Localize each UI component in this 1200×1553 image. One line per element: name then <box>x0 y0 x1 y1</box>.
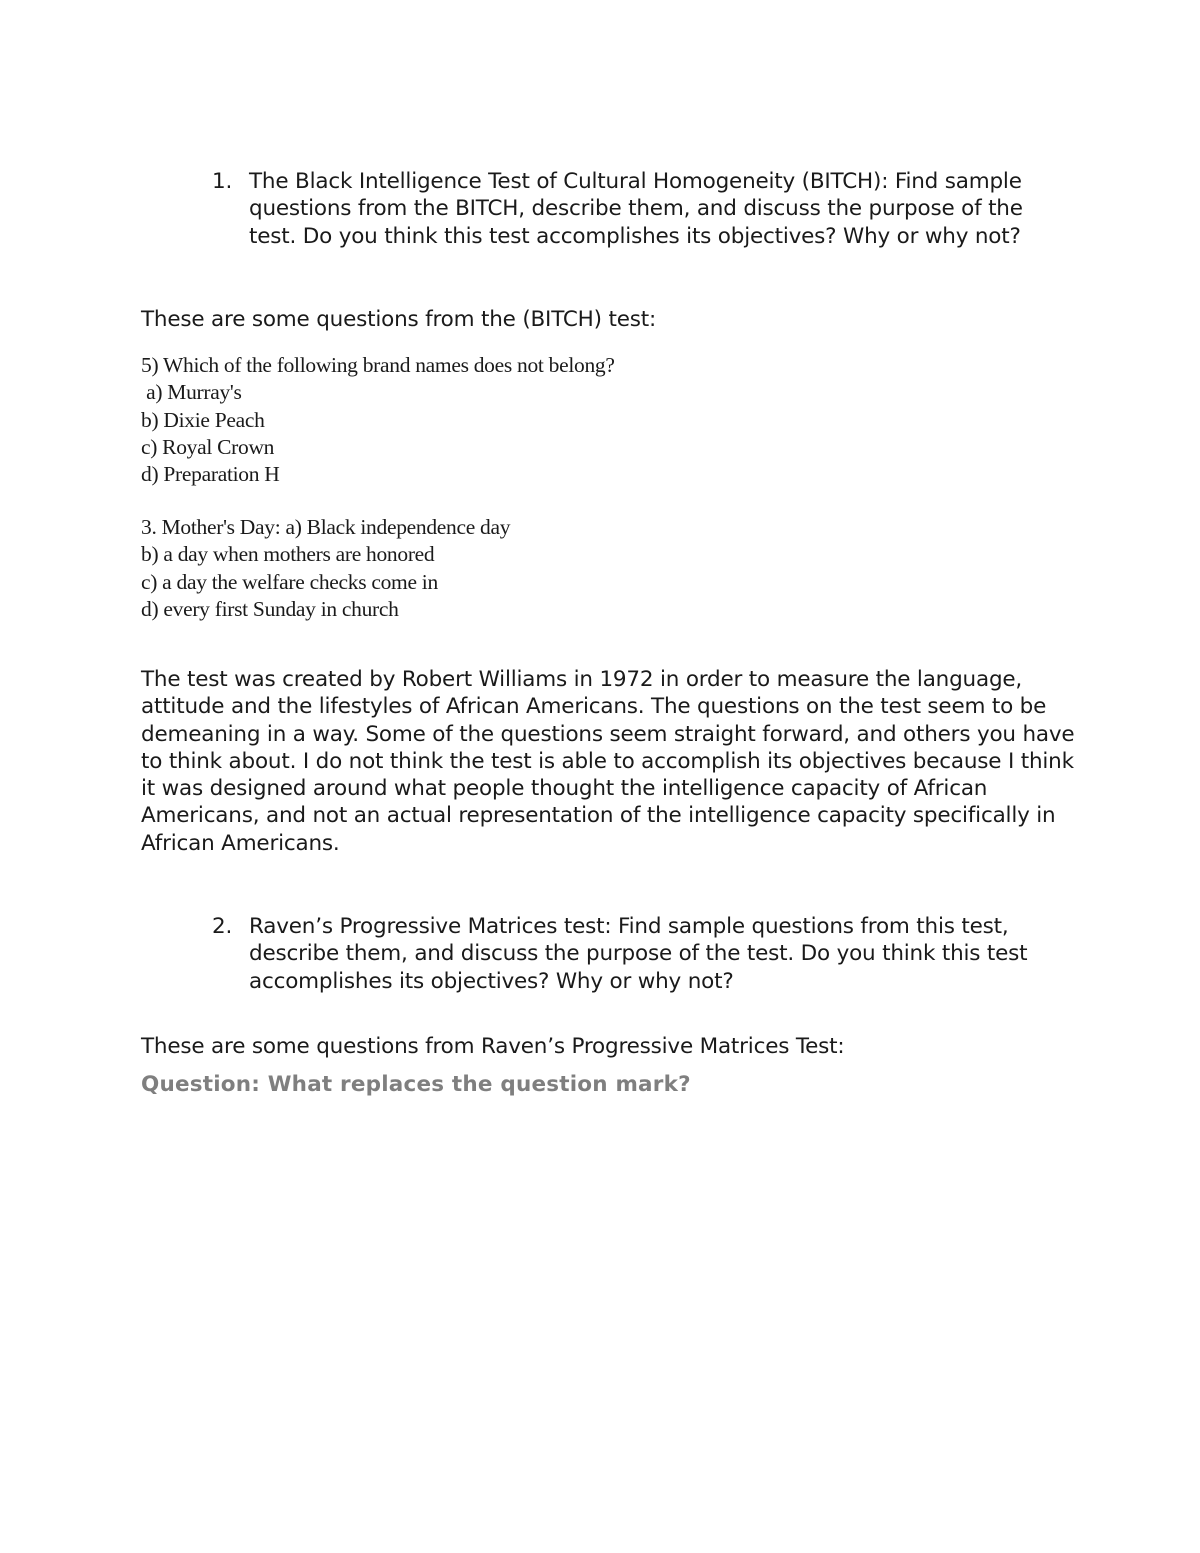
question-text: 3. Mother's Day: a) Black independence day <box>141 515 511 539</box>
sample-question-5 <box>141 352 1071 488</box>
item-number: 2. <box>212 914 233 939</box>
option-a: a) Murray's <box>141 380 242 405</box>
item-number: 1. <box>212 169 233 194</box>
option-b: b) a day when mothers are honored <box>141 542 435 567</box>
ravens-question: Question: What replaces the question mark? <box>141 1072 691 1097</box>
item-text: The Black Intelligence Test of Cultural Homogeneity (BITCH): Find sample questions from the BITCH, describe them, and discuss the purpose of the test. Do you think this test accomplishes its objectives? Why or why not? <box>249 169 1023 249</box>
option-d: d) Preparation H <box>141 462 280 487</box>
item-text: Raven’s Progressive Matrices test: Find sample questions from this test, describe them, and discuss the purpose of the test. Do you think this test accomplishes its objectives? Why or why not? <box>249 914 1028 994</box>
option-c: c) a day the welfare checks come in <box>141 569 438 594</box>
answer-paragraph: The test was created by Robert Williams in 1972 in order to measure the language, attitude and the lifestyles of African Americans. The questions on the test seem to be demeaning in a way. Some of the questions seem straight forward, and others you have to think about. I do not think the test is able to accomplish its objectives because I think it was designed around what people thought the intelligence capacity of African Americans, and not an actual representation of the intelligence capacity specifically in African Americans. <box>141 667 1075 856</box>
numbered-item-2 <box>212 913 1062 995</box>
sample-question-3 <box>141 514 1071 623</box>
option-c: c) Royal Crown <box>141 434 275 459</box>
option-d: d) every first Sunday in church <box>141 596 399 621</box>
option-b: b) Dixie Peach <box>141 407 265 432</box>
numbered-item-1 <box>212 168 1062 250</box>
bitch-intro: These are some questions from the (BITCH) test: <box>141 307 657 332</box>
ravens-intro: These are some questions from Raven’s Progressive Matrices Test: <box>141 1034 845 1059</box>
question-text: 5) Which of the following brand names does not belong? <box>141 353 615 377</box>
